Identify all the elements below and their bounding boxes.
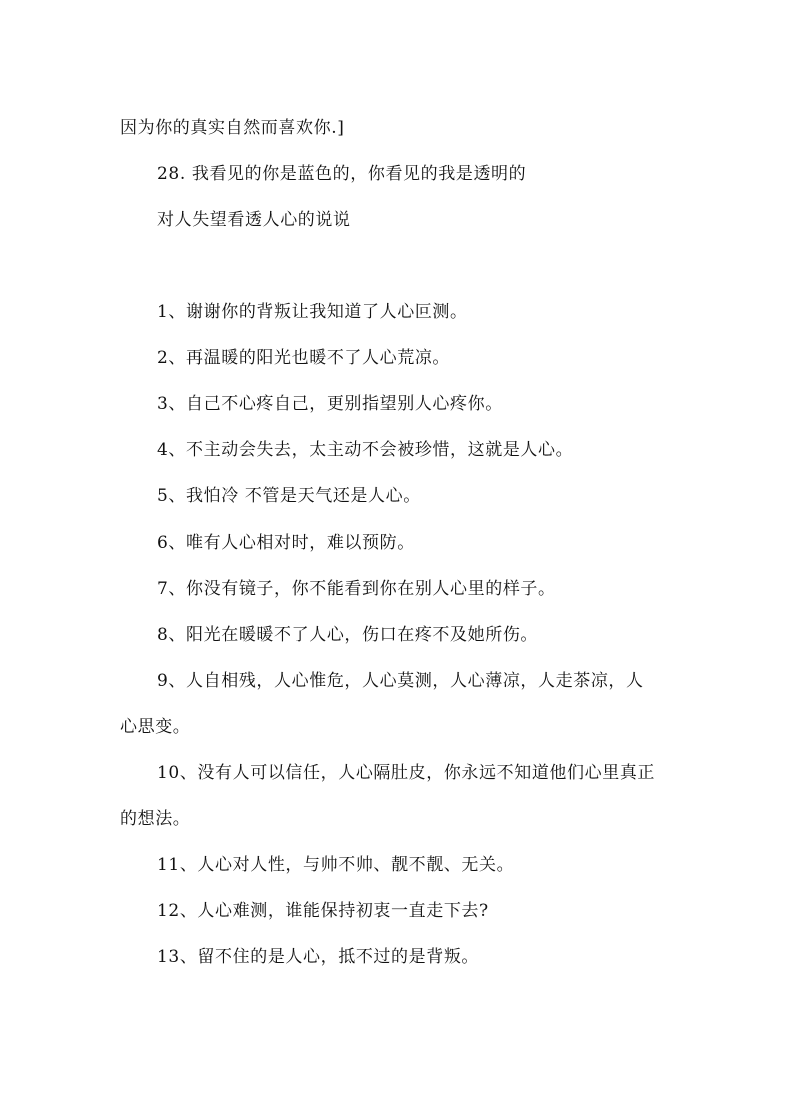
list-item: 11、人心对人性，与帅不帅、靓不靓、无关。 [157, 855, 515, 875]
section-heading: 对人失望看透人心的说说 [157, 210, 351, 230]
list-item: 4、不主动会失去，太主动不会被珍惜，这就是人心。 [157, 440, 574, 460]
list-item: 8、阳光在暖暖不了人心，伤口在疼不及她所伤。 [157, 625, 539, 645]
list-item-continuation: 的想法。 [120, 809, 191, 829]
list-item: 2、再温暖的阳光也暖不了人心荒凉。 [157, 348, 451, 368]
list-item: 7、你没有镜子，你不能看到你在别人心里的样子。 [157, 579, 556, 599]
list-item: 1、谢谢你的背叛让我知道了人心叵测。 [157, 302, 468, 322]
list-item: 13、留不住的是人心，抵不过的是背叛。 [157, 947, 480, 967]
list-item: 5、我怕冷 不管是天气还是人心。 [157, 486, 421, 506]
text-line: 因为你的真实自然而喜欢你.] [120, 118, 345, 138]
list-item: 12、人心难测，谁能保持初衷一直走下去? [157, 901, 489, 921]
list-item: 6、唯有人心相对时，难以预防。 [157, 533, 415, 553]
list-item: 3、自己不心疼自己，更别指望别人心疼你。 [157, 394, 503, 414]
text-line: 28. 我看见的你是蓝色的，你看见的我是透明的 [157, 164, 527, 184]
list-item-continuation: 心思变。 [120, 717, 191, 737]
list-item: 9、人自相残，人心惟危，人心莫测，人心薄凉，人走茶凉，人 [157, 671, 644, 691]
list-item: 10、没有人可以信任，人心隔肚皮，你永远不知道他们心里真正 [157, 763, 656, 783]
